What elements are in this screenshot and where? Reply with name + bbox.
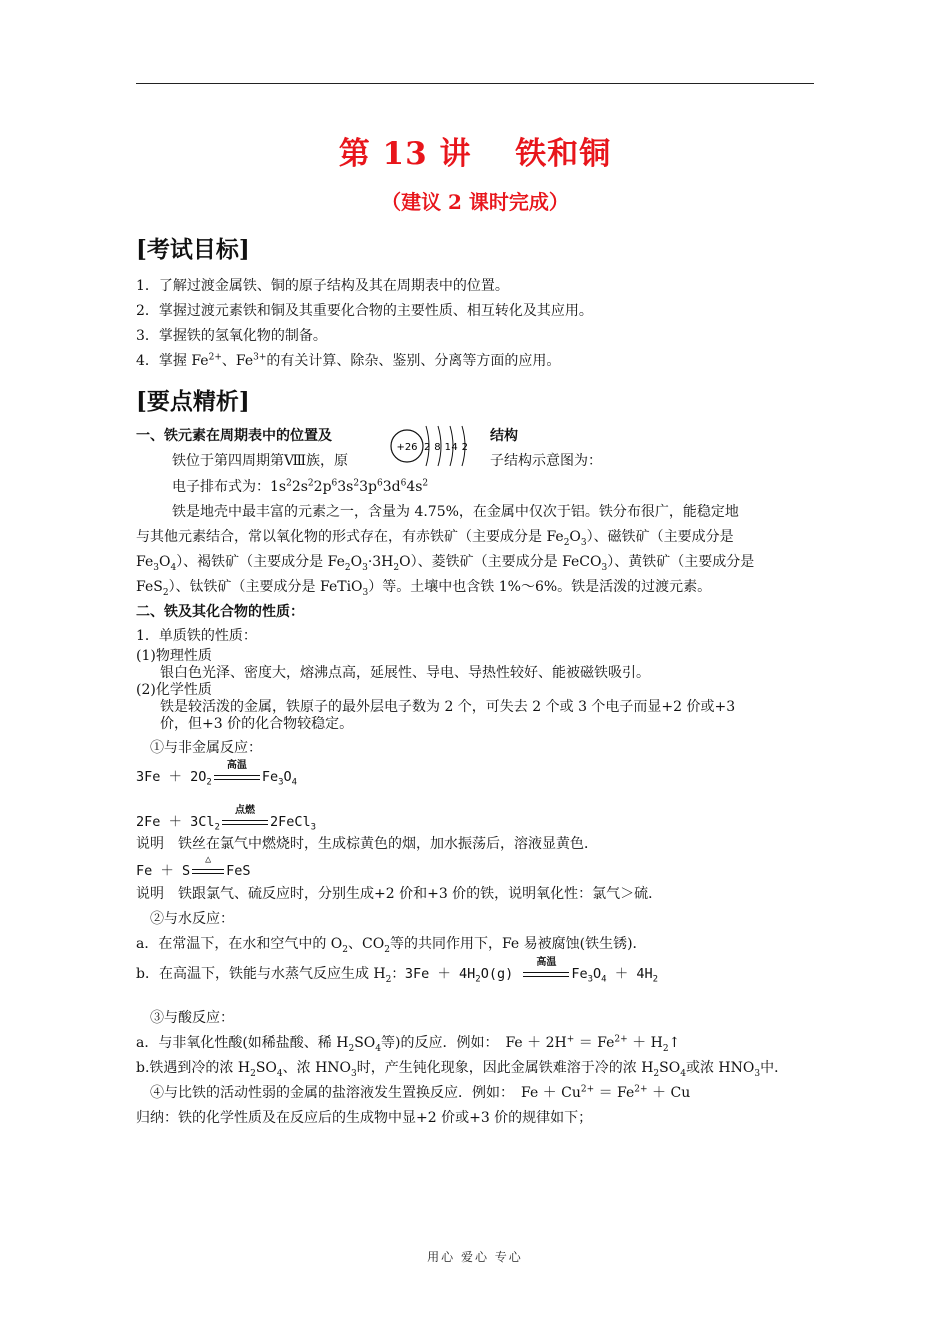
atom-structure-diagram: [384, 423, 474, 469]
condition-high-temp: 高温: [212, 766, 262, 784]
part1-line1-a: 铁位于第四周期第Ⅷ族，原: [172, 453, 349, 469]
reaction-water-title: ②与水反应：: [150, 911, 234, 927]
chem-title: (2)化学性质: [136, 682, 212, 698]
acid-a: a．与非氧化性酸(如稀盐酸、稀 $H_2SO_4$等)的反应．例如： $Fe + 2H^+ = Fe^{2+}$ ＋ $H_2↑$: [136, 1034, 681, 1054]
page-title: 第 13 讲 铁和铜: [338, 136, 612, 172]
chem-text-1: 铁是较活泼的金属，铁原子的最外层电子数为 2 个，可失去 2 个或 3 个电子而显+2 价或+3: [160, 699, 736, 715]
summary-line: 归纳：铁的化学性质及在反应后的生成物中显+2 价或+3 价的规律如下；: [136, 1110, 593, 1126]
electron-config: 电子排布式为：$1s^22s^22p^63s^23p^63d^64s^2$: [172, 478, 429, 495]
condition-heat: △: [190, 860, 226, 878]
part1-para-1: 铁是地壳中最丰富的元素之一，含量为 4.75%，在金属中仅次于铝。铁分布很广，能稳定地: [172, 504, 739, 520]
water-b: b．在高温下，铁能与水蒸气反应生成 $H_2$：$3Fe + 4H_2O(g)$ 高温 $Fe_3O_4 + 4H_2$: [136, 957, 659, 985]
condition-ignite: 点燃: [220, 811, 270, 829]
goal-3: 3．掌握铁的氢氧化物的制备。: [136, 328, 327, 344]
part2-heading: 二、铁及其化合物的性质：: [136, 604, 304, 620]
header-rule: [136, 83, 814, 84]
part1-para-3: $Fe_3O_4$）、褐铁矿（主要成分是 $Fe_2O_3\cdot 3H_2O$）、菱铁矿（主要成分是 FeCO$_3$）、黄铁矿（主要成分是: [136, 554, 755, 573]
reaction-displacement: ④与比铁的活动性弱的金属的盐溶液发生置换反应．例如： $Fe + Cu^{2+} = Fe^{2+} + Cu$: [150, 1084, 691, 1101]
goal-4: 4．掌握 $Fe^{2+}$、$Fe^{3+}$的有关计算、除杂、鉴别、分离等方面的应用。: [136, 352, 561, 369]
equation-fe-cl2: $2Fe + 3Cl_2$ 点燃 2FeCl$_3$: [136, 805, 317, 833]
condition-high-temp-2: 高温: [521, 963, 571, 981]
atom-shells: 2 8 14 2: [424, 442, 468, 453]
part1-para-2: 与其他元素结合，常以氧化物的形式存在，有赤铁矿（主要成分是 $Fe_2O_3$）、磁铁矿（主要成分是: [136, 529, 734, 548]
note-chlorine: 说明 铁丝在氯气中燃烧时，生成棕黄色的烟，加水振荡后，溶液显黄色．: [136, 836, 598, 852]
page-footer: 用心 爱心 专心: [427, 1250, 523, 1264]
part1-heading-b: 结构: [490, 428, 518, 444]
section-goals-title: [考试目标]: [136, 236, 250, 263]
part1-heading-a: 一、铁元素在周期表中的位置及: [136, 428, 332, 444]
phys-text: 银白色光泽、密度大，熔沸点高，延展性、导电、导热性较好、能被磁铁吸引。: [160, 665, 650, 681]
part1-para-4: FeS$_2$）、钛铁矿（主要成分是 FeTiO$_3$）等。土壤中也含铁 1%～6%。铁是活泼的过渡元素。: [136, 579, 712, 598]
water-a: a．在常温下，在水和空气中的 $O_2$、$CO_2$等的共同作用下，Fe 易被腐蚀(铁生锈)．: [136, 936, 647, 955]
reaction-nonmetal-title: ①与非金属反应：: [150, 740, 262, 756]
acid-b: b.铁遇到冷的浓 $H_2SO_4$、浓 $HNO_3$时，产生钝化现象，因此金属铁难溶于冷的浓 $H_2SO_4$或浓 $HNO_3$中．: [136, 1060, 789, 1079]
reaction-acid-title: ③与酸反应：: [150, 1010, 234, 1026]
goal-2: 2．掌握过渡元素铁和铜及其重要化合物的主要性质、相互转化及其应用。: [136, 303, 593, 319]
goal-1: 1．了解过渡金属铁、铜的原子结构及其在周期表中的位置。: [136, 278, 509, 294]
equation-fe-o2: $3Fe + 2O_2$ 高温 $Fe_3O_4$: [136, 760, 298, 788]
atom-nucleus: +26: [396, 442, 418, 453]
equation-fe-s: Fe ＋ S △ FeS: [136, 854, 251, 879]
note-oxidation: 说明 铁跟氯气、硫反应时，分别生成+2 价和+3 价的铁，说明氧化性：氯气＞硫．: [136, 886, 663, 902]
section-analysis-title: [要点精析]: [136, 388, 250, 415]
part1-line1-b: 子结构示意图为：: [490, 453, 602, 469]
chem-text-2: 价，但+3 价的化合物较稳定。: [160, 716, 354, 732]
part2-sub1: 1．单质铁的性质：: [136, 628, 257, 644]
phys-title: (1)物理性质: [136, 648, 212, 664]
page-subtitle: （建议 2 课时完成）: [381, 190, 569, 214]
